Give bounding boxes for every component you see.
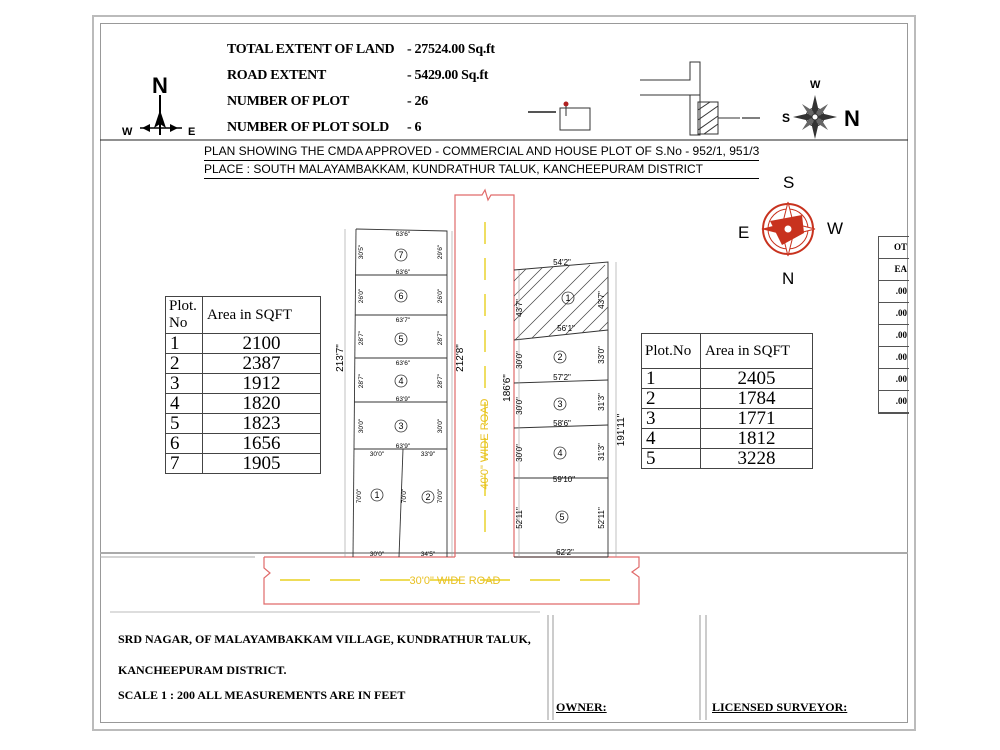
- key-map: [528, 62, 760, 135]
- table-row: [642, 369, 813, 389]
- plot-sold-row: [227, 115, 495, 141]
- dim-l6-right: 26'0": [437, 288, 444, 304]
- dim-r4-left: 30'0": [515, 444, 524, 462]
- right-plot-no: 2: [642, 389, 701, 409]
- table-row: [642, 429, 813, 449]
- left-header-plot: Plot. No: [166, 297, 203, 334]
- table-row: [166, 414, 321, 434]
- dim-l7-top: 63'6": [395, 231, 411, 238]
- side-table-cell: .00: [879, 347, 909, 369]
- side-table-cell: .00: [879, 391, 909, 413]
- dim-r1-left: 43'7": [515, 299, 524, 317]
- left-area: 1912: [203, 374, 321, 394]
- dim-l4-left: 28'7": [358, 373, 365, 389]
- table-row: [642, 449, 813, 469]
- plot-sold-label: NUMBER OF PLOT SOLD: [227, 120, 389, 135]
- right-plot-no: 5: [642, 449, 701, 469]
- num-plot-row: [227, 89, 495, 115]
- side-table-cell: .00: [879, 369, 909, 391]
- surveyor-label: [712, 700, 847, 715]
- title-block: [118, 632, 531, 703]
- right-area: 3228: [701, 449, 813, 469]
- compass-main-n: N: [782, 269, 795, 288]
- table-row: [166, 374, 321, 394]
- dim-r3-bottom: 58'6": [553, 419, 571, 428]
- compass-main-w: W: [827, 219, 844, 238]
- side-table-cell: .00: [879, 325, 909, 347]
- surveyor-text: LICENSED SURVEYOR:: [712, 700, 848, 714]
- dim-r4-right: 31'3": [597, 443, 606, 461]
- right-header-plot: Plot.No: [642, 334, 701, 369]
- plot-r4-number: 4: [557, 448, 563, 458]
- plot-l1-number: 1: [374, 490, 380, 500]
- vertical-road-label: 40'0" WIDE ROAD: [479, 398, 491, 490]
- dim-l2-right: 70'0": [437, 488, 444, 504]
- compass-left-icon: [140, 95, 182, 135]
- dim-r4-bottom: 59'10": [552, 475, 576, 484]
- left-plots: [353, 229, 447, 557]
- right-area: 1771: [701, 409, 813, 429]
- side-table-cell: EA: [879, 259, 909, 281]
- dim-l6-left: 26'0": [358, 288, 365, 304]
- dim-r2-bottom: 57'2": [553, 373, 571, 382]
- title-block-line2: KANCHEEPURAM DISTRICT.: [118, 663, 287, 677]
- right-area-table: [641, 333, 813, 469]
- plot-r5-number: 5: [559, 512, 565, 522]
- dim-l2-bottom: 34'5": [420, 551, 436, 558]
- plan-title: [204, 143, 759, 179]
- dim-l5-top: 63'7": [395, 317, 411, 324]
- compass-left-e: E: [188, 126, 196, 138]
- compass-main-e: E: [738, 223, 750, 242]
- left-area: 1905: [203, 454, 321, 474]
- right-header-area: Area in SQFT: [701, 334, 813, 369]
- compass-right-w: W: [810, 79, 821, 91]
- table-row: [642, 334, 813, 369]
- left-area: 2100: [203, 334, 321, 354]
- horizontal-road-label: 30'0" WIDE ROAD: [409, 575, 501, 587]
- total-extent-row: [227, 37, 495, 63]
- plan-title-line2: PLACE : SOUTH MALAYAMBAKKAM, KUNDRATHUR TALUK, KANCHEEPURAM DISTRICT: [204, 161, 759, 179]
- left-plot-no: 4: [166, 394, 203, 414]
- total-extent-value: - 27524.00 Sq.ft: [407, 42, 495, 57]
- compass-left-n: N: [152, 73, 168, 98]
- dim-l4-right: 28'7": [437, 373, 444, 389]
- table-row: [166, 454, 321, 474]
- compass-right-icon: [793, 95, 837, 139]
- dim-l1-right: 70'0": [401, 488, 408, 504]
- land-stats: [227, 37, 495, 141]
- dim-l3-bottom: 63'9": [395, 443, 411, 450]
- plot-r2-number: 2: [557, 352, 563, 362]
- right-area: 2405: [701, 369, 813, 389]
- right-plot-no: 4: [642, 429, 701, 449]
- left-area: 1656: [203, 434, 321, 454]
- table-row: [166, 297, 321, 334]
- right-plot-no: 1: [642, 369, 701, 389]
- dim-l5-right: 28'7": [437, 330, 444, 346]
- side-table: [878, 236, 909, 414]
- dim-l5-left: 28'7": [358, 330, 365, 346]
- plot-l4-number: 4: [398, 376, 404, 386]
- compass-main-icon: [761, 202, 815, 256]
- dim-l1-top: 30'0": [369, 451, 385, 458]
- dim-right-road-side: 186'6": [502, 374, 513, 402]
- total-extent-label: TOTAL EXTENT OF LAND: [227, 42, 395, 57]
- dim-l3-right: 30'0": [437, 418, 444, 434]
- dim-r1-bottom: 56'1": [557, 324, 575, 333]
- table-row: [166, 334, 321, 354]
- left-plot-no: 2: [166, 354, 203, 374]
- dim-l6-top: 63'6": [395, 269, 411, 276]
- num-plot-value: - 26: [407, 94, 428, 109]
- title-block-line1: SRD NAGAR, OF MALAYAMBAKKAM VILLAGE, KUNDRATHUR TALUK,: [118, 632, 531, 646]
- left-area: 1823: [203, 414, 321, 434]
- dim-right-overall: 191'11": [616, 413, 627, 447]
- dim-l3-left: 30'0": [358, 418, 365, 434]
- owner-text: OWNER:: [556, 700, 607, 714]
- right-area: 1784: [701, 389, 813, 409]
- compass-main-s: S: [783, 173, 795, 192]
- plot-l5-number: 5: [398, 334, 404, 344]
- dim-left-road-side: 212'8": [455, 344, 466, 372]
- dim-left-overall: 213'7": [335, 344, 346, 372]
- right-plot-no: 3: [642, 409, 701, 429]
- right-area: 1812: [701, 429, 813, 449]
- compass-left-w: W: [122, 126, 133, 138]
- left-plot-no: 1: [166, 334, 203, 354]
- dim-l3-top: 63'9": [395, 396, 411, 403]
- dim-l7-right: 29'6": [437, 244, 444, 260]
- side-table-cell: OT: [879, 237, 909, 259]
- dim-r2-right: 33'0": [597, 346, 606, 364]
- dim-r1-top: 54'2": [553, 258, 571, 267]
- left-area: 2387: [203, 354, 321, 374]
- num-plot-label: NUMBER OF PLOT: [227, 94, 350, 109]
- left-header-area: Area in SQFT: [203, 297, 321, 334]
- road-extent-label: ROAD EXTENT: [227, 68, 326, 83]
- title-block-line3: SCALE 1 : 200 ALL MEASUREMENTS ARE IN FEET: [118, 688, 406, 702]
- plot-l6-number: 6: [398, 291, 404, 301]
- dim-l1-left: 70'0": [356, 488, 363, 504]
- plot-sold-value: - 6: [407, 120, 422, 135]
- plot-l3-number: 3: [398, 421, 404, 431]
- dim-r5-right: 52'11": [597, 507, 606, 529]
- left-plot-no: 7: [166, 454, 203, 474]
- vertical-road: [455, 190, 514, 557]
- table-row: [166, 394, 321, 414]
- left-plot-no: 3: [166, 374, 203, 394]
- road-extent-row: [227, 63, 495, 89]
- road-extent-value: - 5429.00 Sq.ft: [407, 68, 489, 83]
- owner-label: [556, 700, 607, 715]
- side-table-cell: .00: [879, 303, 909, 325]
- plot-l2-number: 2: [425, 492, 431, 502]
- left-area: 1820: [203, 394, 321, 414]
- left-plot-no: 5: [166, 414, 203, 434]
- table-row: [166, 354, 321, 374]
- table-row: [642, 389, 813, 409]
- dim-r3-right: 31'3": [597, 393, 606, 411]
- dim-r1-right: 43'7": [597, 291, 606, 309]
- plot-l7-number: 7: [398, 250, 404, 260]
- plot-r3-number: 3: [557, 399, 563, 409]
- table-row: [166, 434, 321, 454]
- table-row: [642, 409, 813, 429]
- compass-right-n: N: [844, 106, 860, 131]
- plan-title-line1: PLAN SHOWING THE CMDA APPROVED - COMMERCIAL AND HOUSE PLOT OF S.No - 952/1, 951/3: [204, 143, 759, 161]
- left-area-table: [165, 296, 321, 474]
- compass-right-s: S: [782, 111, 791, 125]
- left-plot-no: 6: [166, 434, 203, 454]
- plot-r1-number: 1: [565, 293, 571, 303]
- dim-r3-left: 30'0": [515, 397, 524, 415]
- side-table-cell: .00: [879, 281, 909, 303]
- dim-l7-left: 30'5": [358, 244, 365, 260]
- dim-r2-left: 30'0": [515, 351, 524, 369]
- dim-l2-top: 33'9": [420, 451, 436, 458]
- dim-r5-bottom: 62'2": [556, 548, 574, 557]
- dim-r5-left: 52'11": [515, 507, 524, 529]
- dim-l1-bottom: 30'0": [369, 551, 385, 558]
- dim-l4-top: 63'6": [395, 360, 411, 367]
